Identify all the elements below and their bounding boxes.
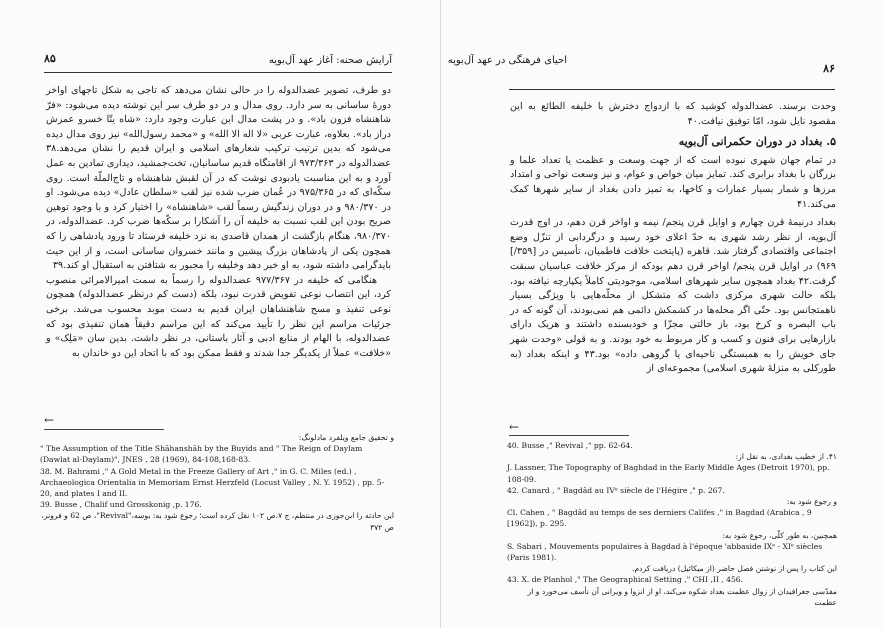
right-footnote: J. Lassner, The Topography of Baghdad in the Early Middle Ages (Detroit 1970), pp. 108-09. xyxy=(507,463,830,484)
right-footnote: مقدّسی جغرافیدان از زوال عظمت بغداد شکوه می‌کند، او از انزوا و ویرانی آن تأسف می‌خورد و از عظمت xyxy=(527,586,837,607)
right-paragraph-2: در تمام جهان شهری نبوده است که از جهت وسعت و عظمت یا تعداد علما و بزرگان با بغداد برابری کند. تمایز میان خواص و عوام، و نیز وسعت نواحی و امتداد مرزها و شمار بسیار عمارات و کاخها، به تمیز دادن بغداد از سایر شهرها کمک می‌کند.۴۱ xyxy=(510,154,836,210)
right-footnotes xyxy=(507,440,837,608)
right-footnote: ۴۱. از خطیب بغدادی، به نقل از: xyxy=(735,452,837,462)
left-page-number: ۸۵ xyxy=(44,52,56,65)
left-continuation-arrow: ← xyxy=(44,413,55,427)
right-footnote: Cl. Cahen , " Bagdâd au temps de ses derniers Califes ," in Bagdad (Arabica , 9 [1962]), p. 295. xyxy=(507,508,812,529)
right-footnote: S. Sabari , Mouvements populaires à Bagdad à l'époque 'abbaside IXᵉ - XIᵉ siècles (Paris 1981). xyxy=(507,541,823,563)
right-body-text xyxy=(510,100,836,377)
left-paragraph-1: دو طرف، تصویر عضدالدوله را در حالی نشان می‌دهد که تاجی به شکل تاجهای اواخر دورهٔ ساسانی به سر دارد. روی مدال و در دو طرف سر این نوشته دیده می‌شود: «فرّ شاهنشاه فزون باد». و در پشت مدال این عبارت وجود دارد: «شاه یتّا خسرو عمرش دراز باد». بعلاوه، عبارت عربی «لا اله الا الله» و «محمد رسول‌الله» نیز روی مدال دیده می‌شود که بدین ترتیب ترکیب شعارهای اسلامی و ایران قدیم را نشان می‌دهد.۳۸ عضدالدوله در ۹۷۳/۳۶۳ از اقامتگاه قدیم ساسانیان، تخت‌جمشید، دیداری تمادین به عمل آورد و به این مناسبت یادبودی نوشت که در آن لقبش شاهنشاه و تاج‌الملّة است. روی سکّه‌ای که در ۹۷۵/۳۶۵ در عُمان ضرب شده نیز لقب «سلطان عادل» دیده می‌شود. او در ۹۸۰/۳۷۰ و در دوران زندگیش رسماً لقب «شاهنشاه» را اختیار کرد و با وجود توهین صریح بودن این لقب نسبت به خلیفه آن را آشکارا بر سکّه‌ها ضرب کرد. عضدالدوله، در ۹۸۰/۳۷۰، هنگام بازگشت از همدان قاصدی به نزد خلیفه فرستاد تا ورود پادشاهی را که همچون یکی از پادشاهان بزرگ پیشین و مانند خسروان ساسانی است، و از این حیث بایدگرامی داشته شود، به او خبر دهد وخلیفه را مجبور به شتافتن به استقبال او کند.۳۹ xyxy=(46,85,391,272)
right-footnote: 42. Canard , " Bagdâd au IVᵉ siècle de l'Hégire ," p. 267. xyxy=(507,485,725,495)
right-page-number: ۸۶ xyxy=(823,62,835,75)
left-paragraph-2: هنگامی که خلیفه در ۹۷۷/۳۶۷ عضدالدوله را رسماً به سمت امیرالامرائی منصوب کرد، این انتصاب نوعی تفویض قدرت نبود، بلکه (دست کم درنظر عضدالدوله) همچون نوعی تنفیذ و مسح شاهنشاهان ایران قدیم به دست موبد محسوب می‌شد. برخی جزئیات مراسم این نظر را تأیید می‌کند که این مراسم دقیقاً همان تنفیذی بود که عضدالدوله، با الهام از منابع ادبی و آثار باستانی، در نظر داشت. بدین سان «مَلِک» و «خلافت» عملاً از یکدیگر جدا شدند و فقط ممکن بود که با اتحاد این دو خاندان به xyxy=(46,274,391,359)
right-footnote: و رجوع شود به: xyxy=(786,497,837,507)
right-footnote-rule xyxy=(509,435,629,436)
left-footnote: 38. M. Bahrami ," A Gold Metal in the Freeze Gallery of Art ," in G. C. Miles (ed.) , Archaeologica Orientalia in Memoriam Ernst Herzfeld (Locust Valley , N. Y. 1952) , pp. 5-20, and plates I and II. xyxy=(40,466,385,499)
left-footnote-rule xyxy=(44,429,164,430)
left-footnotes xyxy=(40,432,394,533)
left-footnote: " The Assumption of the Title Shāhanshāh by the Buyids and " The Reign of Daylam (Dawlat al-Daylam)", JNES , 28 (1969), 84-108,168-83. xyxy=(40,444,363,465)
right-running-header: احیای فرهنگی در عهد آل‌بویه xyxy=(447,55,567,66)
right-footnote: 43. X. de Planhol ," The Geographical Setting ," CHI ,II , 456. xyxy=(507,575,744,585)
right-page xyxy=(441,0,883,628)
left-running-header: آرایش صحنه: آغاز عهد آل‌بویه xyxy=(268,55,392,66)
right-continuation-arrow: ← xyxy=(509,420,520,434)
left-body-text xyxy=(46,84,391,361)
left-footnote: و تحقیق جامع ویلفرد مادلونگ: xyxy=(298,433,394,442)
right-header-rule xyxy=(509,89,835,90)
left-footnote: 39. Busse , Chalif und Grosskonig ,p. 176. xyxy=(40,500,202,510)
left-header-rule xyxy=(44,72,392,73)
section-heading: ۵. بغداد در دوران حکمرانی آل‌بویه xyxy=(678,135,836,149)
right-paragraph-3: بغداد درنیمهٔ قرن چهارم و اوایل قرن پنجم/ نیمه و اواخر قرن دهم، در اوج قدرت آل‌بویه، از نظر رشد شهری به حدّ اعلای خود رسید و درگردابی از تنزّل وضع اجتماعی واقتصادی گرفتار شد. قاهره (پایتخت خلافت فاطمیان، تأسیس در [۳۵۹/] ۹۶۹) در اوایل قرن پنجم/ اواخر قرن دهم بودکه از مرکز خلافت عباسیان سبقت گرفت.۴۲ بغداد همچون سایر شهرهای اسلامی، موجودیتی کاملاً یکپارچه نیافته بود، بلکه حالت شهری مرکزی داشت که متشکل از محلّه‌هایی با ویژگی بسیار ناهمتجانس بود. حتّی اگر محله‌ها در کشمکش دائمی هم نمی‌بودند، آن گونه که در باب البصره و کرخ بود، باز حالتی مجزّا و خودبسنده داشتند و هریک دارای بازارهایی برای فنون و کسب و کار مربوط به خود بودند. و به قولی «وحدت شهر جای خویش را به همبستگی ناحیه‌ای یا گروهی داده» بود.۴۳ و اینکه بغداد (به طورکلی به منزلهٔ شهری اسلامی) مجموعه‌ای از xyxy=(510,217,837,375)
right-footnote: همچنین، به طور کلّی، رجوع شود به: xyxy=(722,530,837,540)
left-footnote: این حادثه را ابن‌جوزی در منتظم، ج ۷،ص ۱۰۲ نقل کرده است؛ رجوع شود به: بوسه،"Revival"، ص 62 و فرونر، ص ۳۷۲ xyxy=(41,511,394,532)
right-footnote: این کتاب را پس از نوشتن فصل حاضر (از میکائیل) دریافت کردم. xyxy=(632,564,837,574)
right-footnote: 40. Busse ," Revival ," pp. 62-64. xyxy=(507,441,633,450)
left-page xyxy=(0,0,441,628)
right-paragraph-1: وحدت برسند. عضدالدوله کوشید که با ازدواج دخترش با خلیفه الطائع به این مقصود نایل شود، امّا توفیق نیافت.۴۰ xyxy=(510,101,836,127)
